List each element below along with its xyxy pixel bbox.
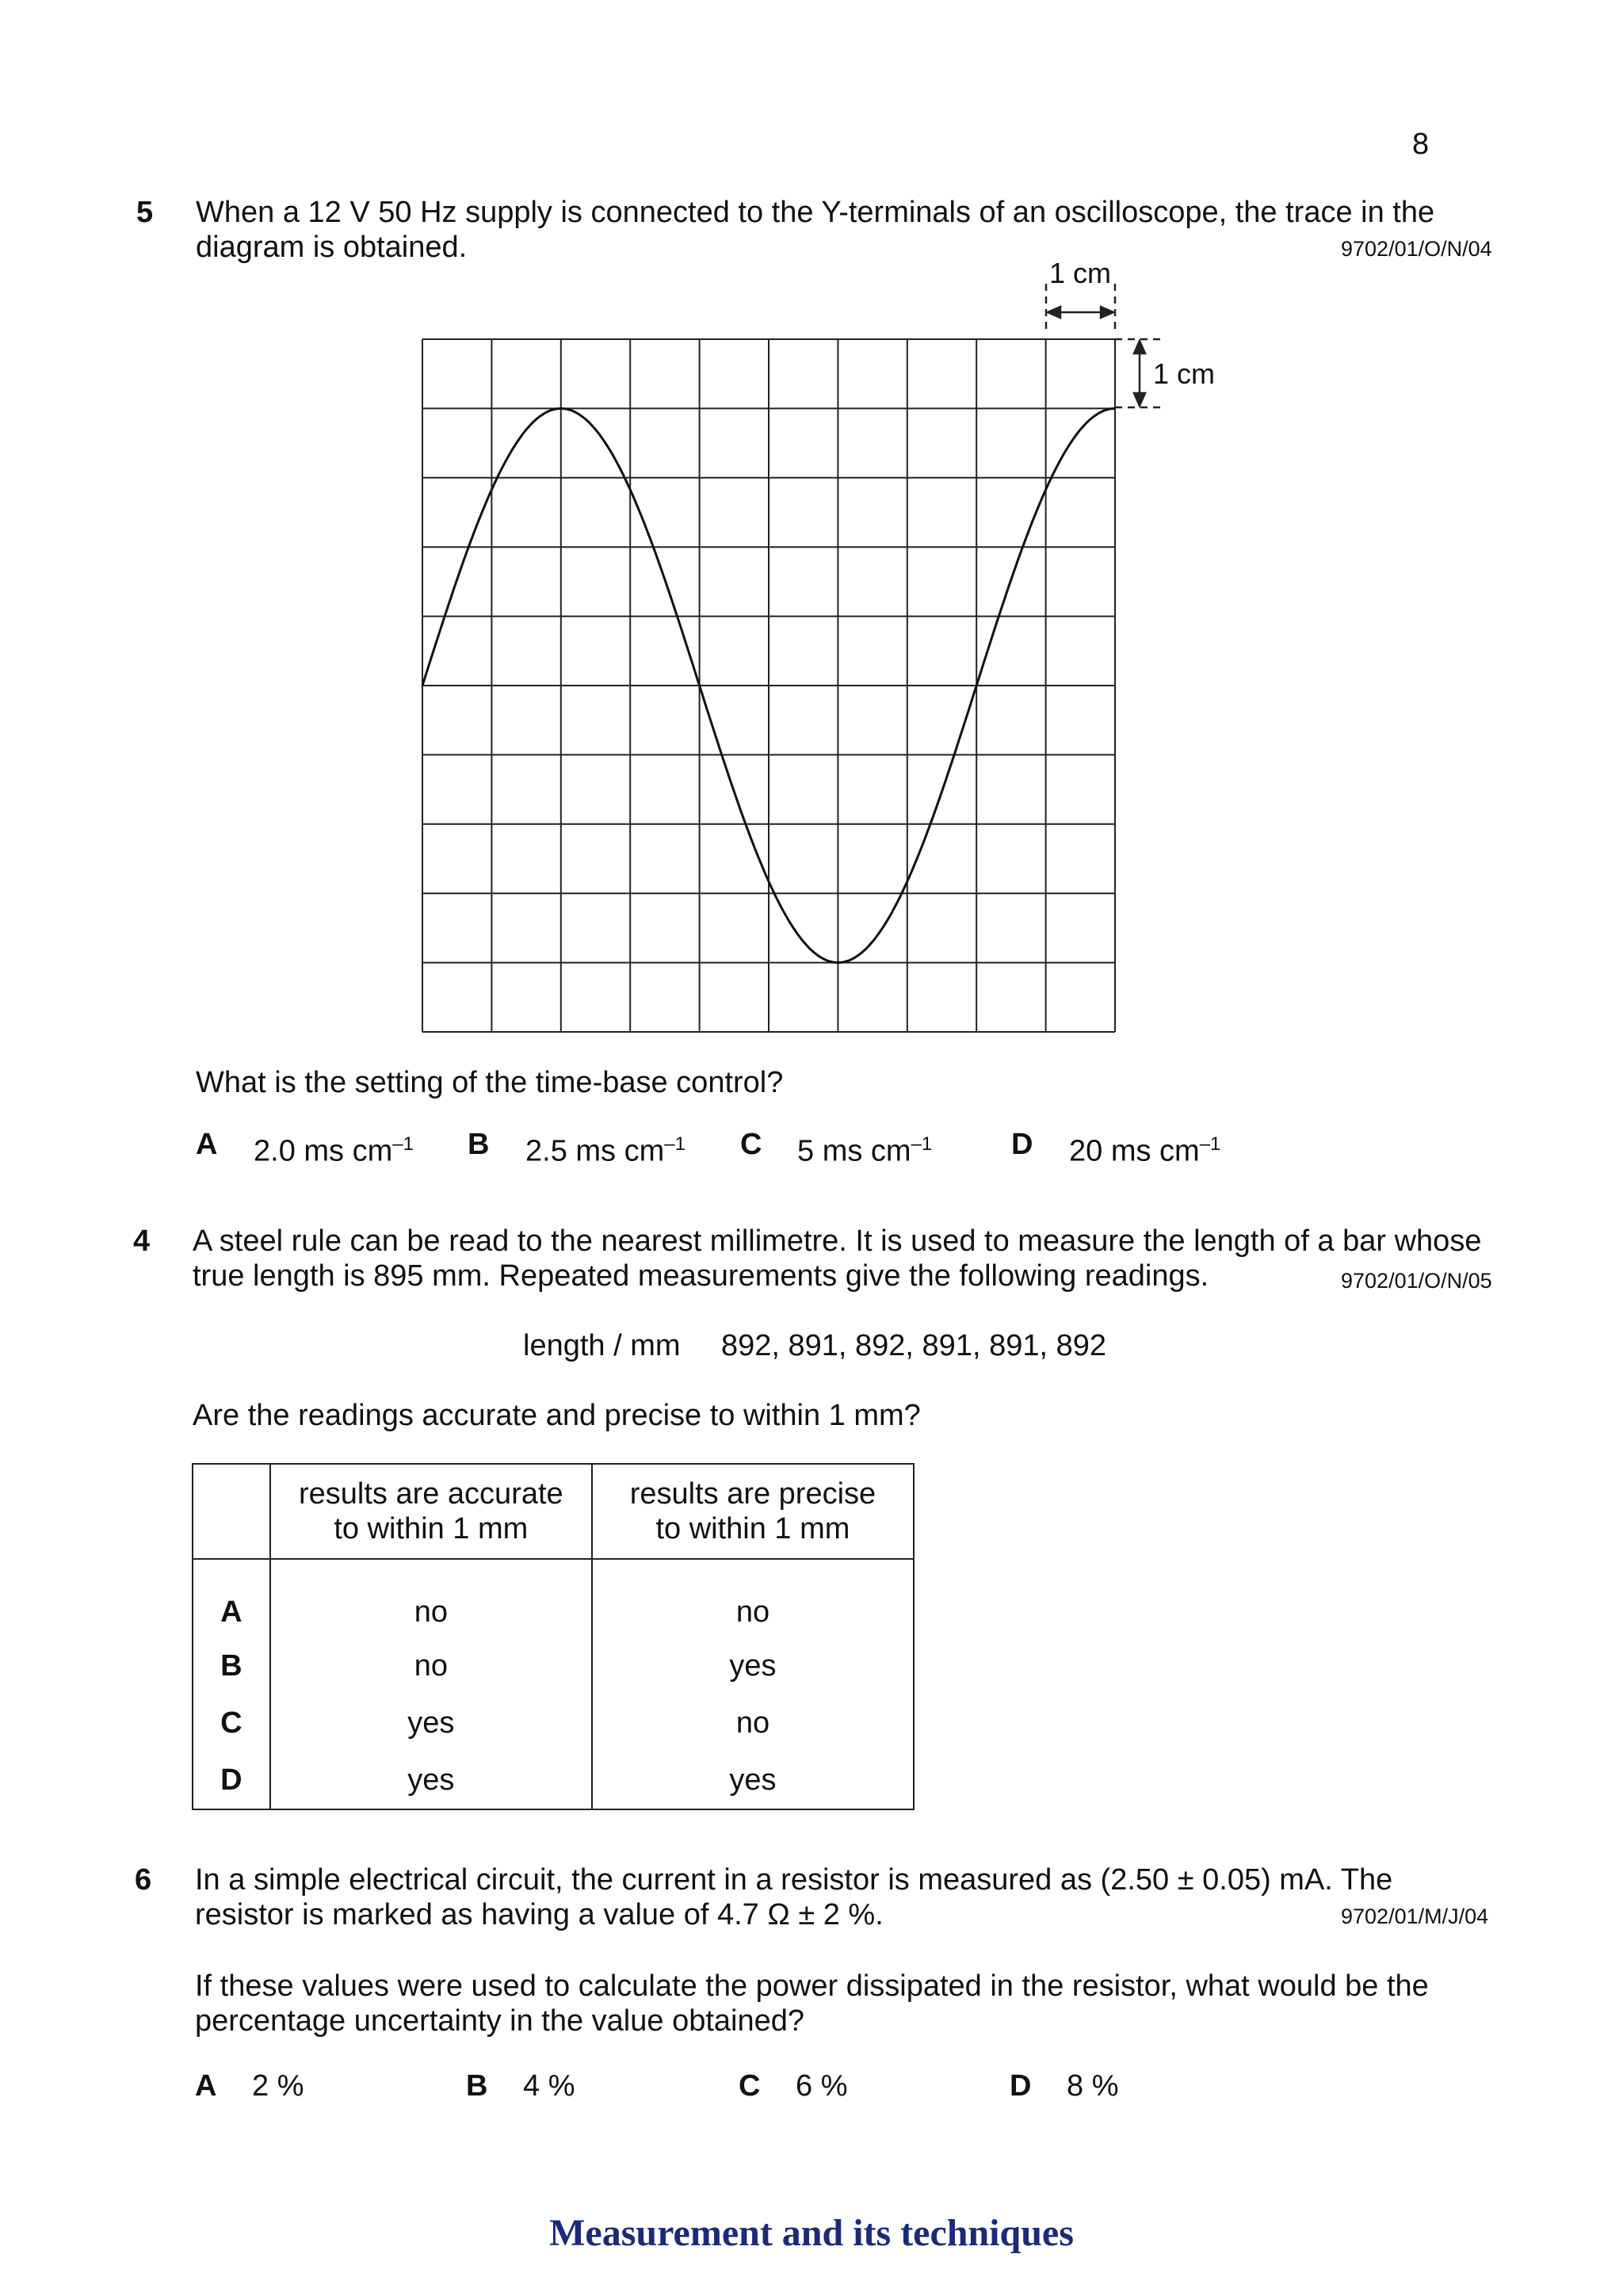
- table-header-empty: [193, 1464, 270, 1559]
- precise-cell: yes: [592, 1752, 914, 1809]
- question-reference: 9702/01/M/J/04: [1341, 1904, 1489, 1928]
- readings-label: length / mm: [523, 1329, 681, 1362]
- precise-cell: no: [592, 1559, 914, 1637]
- option-d-letter: D: [1010, 2069, 1032, 2103]
- option-b-letter: B: [466, 2069, 488, 2103]
- table-row[interactable]: [193, 1559, 914, 1637]
- question-number: 6: [135, 1863, 152, 1897]
- option-d-text[interactable]: 8 %: [1067, 2069, 1119, 2103]
- accurate-cell: yes: [270, 1694, 592, 1752]
- question-prompt-line1: If these values were used to calculate the power dissipated in the resistor, what would be the: [195, 1969, 1429, 2003]
- question-prompt: Are the readings accurate and precise to within 1 mm?: [193, 1399, 921, 1432]
- option-c-letter: C: [740, 1128, 762, 1161]
- option-a-letter: A: [195, 2069, 217, 2103]
- question-text-line1: A steel rule can be read to the nearest millimetre. It is used to measure the length of a bar whose: [193, 1224, 1482, 1258]
- oscilloscope-grid: [422, 339, 1115, 1032]
- option-a-letter: A: [196, 1128, 218, 1161]
- table-header-precise: results are precise to within 1 mm: [592, 1464, 914, 1559]
- horizontal-scale-marker: [1046, 284, 1115, 333]
- table-row[interactable]: [193, 1752, 914, 1809]
- accurate-cell: no: [270, 1637, 592, 1694]
- question-number: 4: [133, 1224, 151, 1258]
- question-prompt: What is the setting of the time-base control?: [196, 1066, 784, 1099]
- accurate-cell: yes: [270, 1752, 592, 1809]
- question-reference: 9702/01/O/N/04: [1341, 237, 1492, 261]
- question-text-line2: resistor is marked as having a value of 4.7 Ω ± 2 %.: [195, 1898, 884, 1931]
- option-c-text[interactable]: 6 %: [796, 2069, 848, 2103]
- question-text-line2: true length is 895 mm. Repeated measurements give the following readings.: [193, 1259, 1209, 1293]
- row-letter: D: [193, 1752, 270, 1809]
- option-a-text[interactable]: 2 %: [252, 2069, 304, 2103]
- footer-title: Measurement and its techniques: [549, 2212, 1074, 2254]
- question-text-line1: In a simple electrical circuit, the current in a resistor is measured as (2.50 ± 0.05) mA. The: [195, 1863, 1393, 1897]
- table-header-accurate: results are accurate to within 1 mm: [270, 1464, 592, 1559]
- option-c-text[interactable]: 5 ms $cm^{-1}$: [797, 1133, 933, 1168]
- row-letter: A: [193, 1559, 270, 1637]
- table-row[interactable]: [193, 1637, 914, 1694]
- precise-cell: yes: [592, 1637, 914, 1694]
- question-reference: 9702/01/O/N/05: [1341, 1269, 1492, 1293]
- question-text-line2: diagram is obtained.: [196, 231, 468, 264]
- question-text-line1: When a 12 V 50 Hz supply is connected to the Y-terminals of an oscilloscope, the trace in the: [196, 196, 1435, 229]
- question-number: 5: [136, 196, 154, 229]
- option-a-text[interactable]: 2.0 ms $cm^{-1}$: [254, 1133, 414, 1168]
- question-prompt-line2: percentage uncertainty in the value obtained?: [195, 2004, 804, 2038]
- option-c-letter: C: [739, 2069, 761, 2103]
- accurate-cell: no: [270, 1559, 592, 1637]
- x-scale-label: 1 cm: [1048, 257, 1112, 289]
- option-b-text[interactable]: 2.5 ms $cm^{-1}$: [525, 1133, 685, 1168]
- option-b-letter: B: [468, 1128, 490, 1161]
- table-header-row: [193, 1464, 914, 1559]
- page-number: 8: [1412, 128, 1430, 161]
- option-d-text[interactable]: 20 ms $cm^{-1}$: [1069, 1133, 1221, 1168]
- y-scale-label: 1 cm: [1153, 357, 1216, 390]
- precise-cell: no: [592, 1694, 914, 1752]
- answer-table: [192, 1463, 915, 1810]
- readings-values: 892, 891, 892, 891, 891, 892: [721, 1329, 1106, 1362]
- option-b-text[interactable]: 4 %: [523, 2069, 575, 2103]
- row-letter: B: [193, 1637, 270, 1694]
- table-row[interactable]: [193, 1694, 914, 1752]
- oscilloscope-diagram: [0, 0, 1623, 1046]
- option-d-letter: D: [1011, 1128, 1033, 1161]
- row-letter: C: [193, 1694, 270, 1752]
